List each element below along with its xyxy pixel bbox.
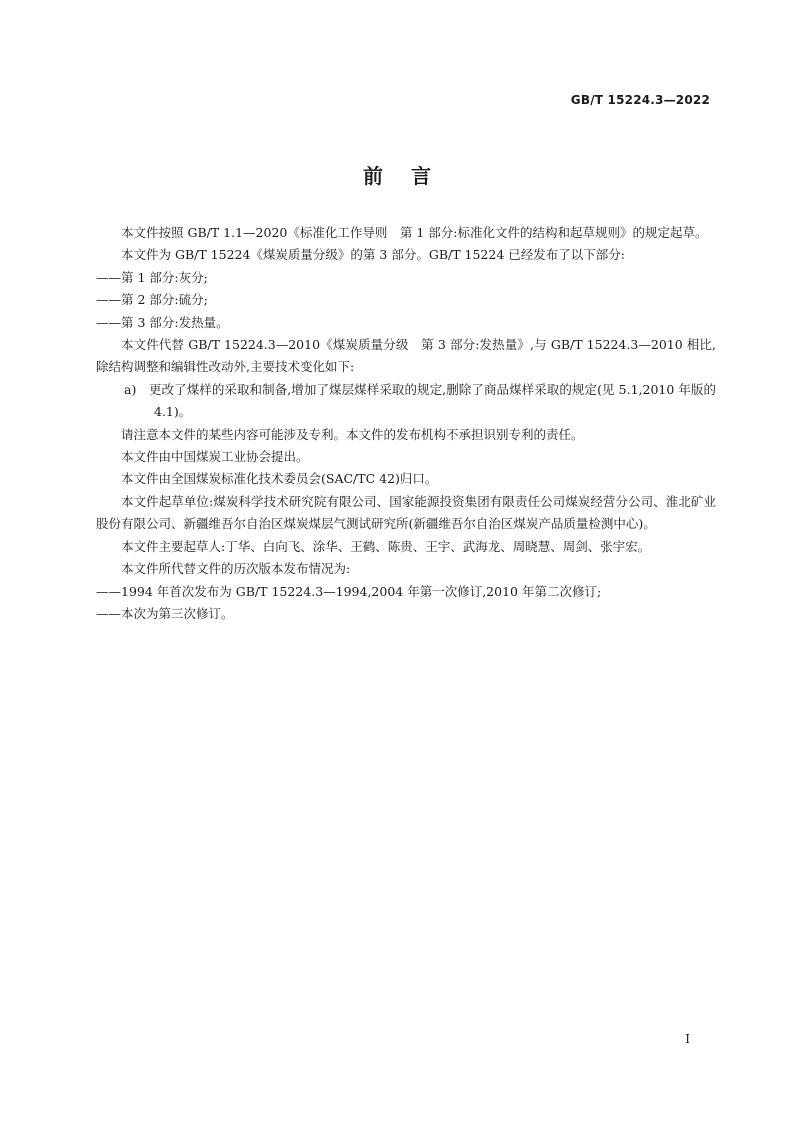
- paragraph-committee: 本文件由全国煤炭标准化技术委员会(SAC/TC 42)归口。: [121, 471, 438, 487]
- paragraph-patent-notice: 请注意本文件的某些内容可能涉及专利。本文件的发布机构不承担识别专利的责任。: [121, 426, 584, 442]
- standard-code: GB/T 15224.3—2022: [570, 93, 710, 107]
- paragraph-drafting-rules: 本文件按照 GB/T 1.1—2020《标准化工作导则 第 1 部分:标准化文件的结构和起草规则》的规定起草。: [121, 225, 708, 240]
- list-item-part-3: ——第 3 部分:发热量。: [96, 314, 229, 330]
- list-item-change-a: a) 更改了煤样的采取和制备,增加了煤层煤样采取的规定,删除了商品煤样采取的规定(见 5.1,2010 年版的 4.1)。: [124, 381, 716, 420]
- paragraph-series-intro: 本文件为 GB/T 15224《煤炭质量分级》的第 3 部分。GB/T 15224 已经发布了以下部分:: [121, 247, 625, 263]
- list-item-part-1: ——第 1 部分:灰分;: [96, 269, 208, 285]
- paragraph-proposer: 本文件由中国煤炭工业协会提出。: [121, 449, 309, 465]
- paragraph-drafting-units: 本文件起草单位:煤炭科学技术研究院有限公司、国家能源投资集团有限责任公司煤炭经营分公司、淮北矿业股份有限公司、新疆维吾尔自治区煤炭煤层气测试研究所(新疆维吾尔自治区煤炭产品质量检测中心)。: [96, 493, 716, 532]
- paragraph-replacement: 本文件代替 GB/T 15224.3—2010《煤炭质量分级 第 3 部分:发热量》,与 GB/T 15224.3—2010 相比,除结构调整和编辑性改动外,主要技术变化如下:: [96, 337, 716, 375]
- list-item-history-1: ——1994 年首次发布为 GB/T 15224.3—1994,2004 年第一次修订,2010 年第二次修订;: [96, 583, 602, 599]
- list-item-part-2: ——第 2 部分:硫分;: [96, 292, 208, 308]
- paragraph-history-intro: 本文件所代替文件的历次版本发布情况为:: [121, 561, 351, 577]
- document-body: [96, 222, 716, 625]
- list-item-history-2: ——本次为第三次修订。: [96, 605, 234, 621]
- page-title: 前言: [363, 164, 459, 188]
- paragraph-drafters: 本文件主要起草人:丁华、白向飞、涂华、王鹤、陈贵、王宇、武海龙、周晓慧、周剑、张宇宏。: [121, 538, 651, 554]
- page-number: I: [685, 1032, 690, 1046]
